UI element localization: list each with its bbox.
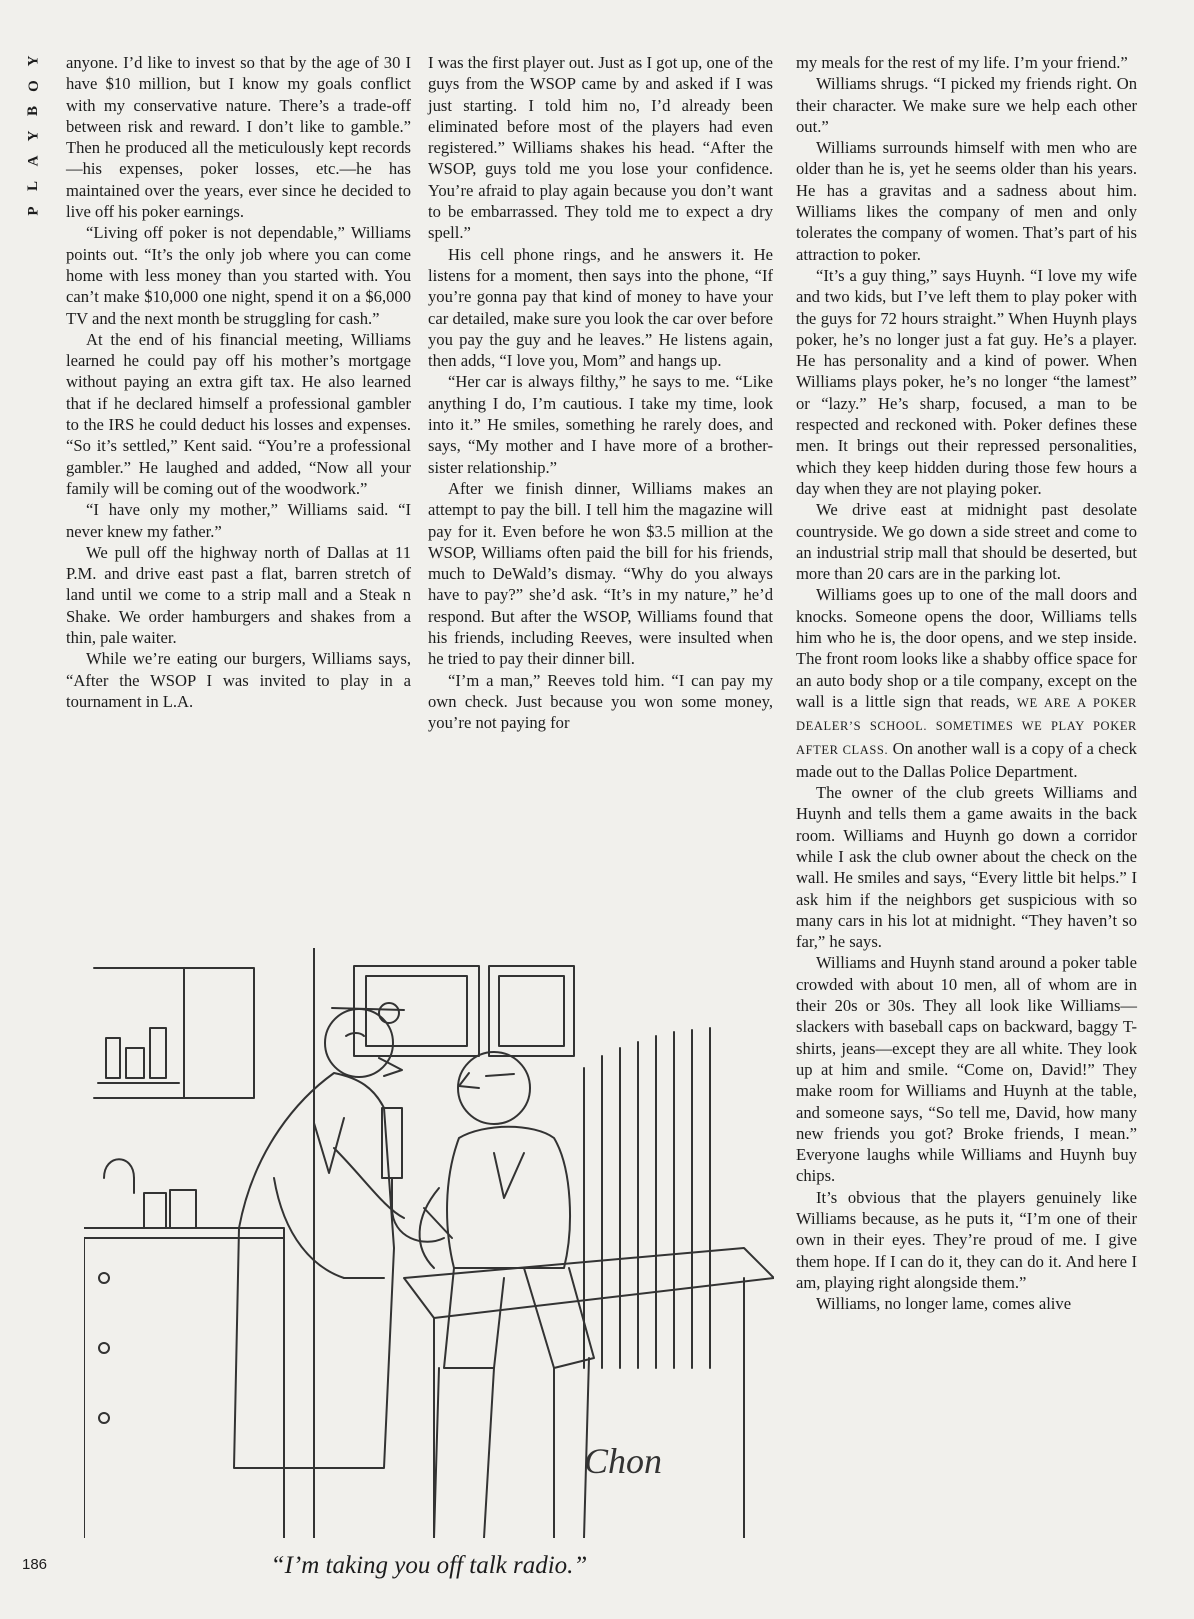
article-column-2 — [428, 52, 773, 734]
article-column-1 — [66, 52, 411, 712]
paragraph: Williams surrounds himself with men who are older than he is, yet he seems older than his years. He has a gravitas and a sadness about him. Williams likes the company of men and only tolerates the company of women. That’s part of his attraction to poker. — [796, 138, 1137, 264]
paragraph: We pull off the highway north of Dallas at 11 P.M. and drive east past a flat, barren stretch of land until we come to a strip mall and a Steak n Shake. We order hamburgers and shakes from a thin, pale waiter. — [66, 542, 411, 648]
paragraph: anyone. I’d like to invest so that by the age of 30 I have $10 million, but I know my goals conflict with my conservative nature. There’s a trade-off between risk and reward. I don’t like to gamble.” Then he produced all the meticulously kept records—his expenses, poker losses, etc.—he has maintained over the years, ever since he decided to live off his poker earnings. — [66, 53, 411, 222]
paragraph: Williams, no longer lame, comes alive — [816, 1294, 1072, 1314]
masthead-letter: Y — [25, 129, 42, 142]
paragraph: The owner of the club greets Williams and Huynh and tells them a game awaits in the back room. Williams and Huynh go down a corridor while I ask the club owner about the check on the wall. He smiles and says, “Every little bit helps.” I ask him if the neighbors get suspicious with so many cars in his lot at midnight. “They haven’t so far,” he says. — [796, 783, 1137, 952]
paragraph: While we’re eating our burgers, Williams says, “After the WSOP I was invited to play in a tournament in L.A. — [66, 649, 411, 711]
masthead-letter: B — [25, 104, 42, 117]
doctor-cartoon-illustration — [84, 948, 774, 1538]
paragraph: “Living off poker is not dependable,” Williams points out. “It’s the only job where you can come home with less money than you started with. You can’t make $10,000 one night, spend it on a $6,000 TV and the next month be struggling for cash.” — [66, 223, 411, 328]
masthead-letter: L — [25, 179, 42, 192]
paragraph: Williams and Huynh stand around a poker table crowded with about 10 men, all of whom are in their 20s or 30s. They all look like Williams—slackers with baseball caps on backward, baggy T-shirts, jeans—except they are all white. They look up at him and smile. “Come on, David!” They make room for Williams and Huynh at the table, and someone says, “So tell me, David, how many new friends you got? Broke friends, I mean.” Everyone laughs while Williams and Huynh buy chips. — [796, 953, 1137, 1186]
paragraph: His cell phone rings, and he answers it. He listens for a moment, then says into the phone, “If you’re gonna pay that kind of money to have your car detailed, make sure you look the car over before you pay the guy and he leaves.” He listens again, then adds, “I love you, Mom” and hangs up. — [428, 244, 773, 371]
page-number: 186 — [22, 1556, 48, 1573]
paragraph — [796, 584, 1137, 782]
paragraph: “I have only my mother,” Williams said. “I never knew my father.” — [66, 500, 411, 541]
paragraph: We drive east at midnight past desolate countryside. We go down a side street and come to an industrial strip mall that should be deserted, but more than 20 cars are in the parking lot. — [796, 500, 1137, 584]
masthead-letter: O — [25, 79, 42, 92]
paragraph-text: On another wall is a copy of a check made out to the Dallas Police Department. — [796, 738, 1137, 781]
paragraph: At the end of his financial meeting, Williams learned he could pay off his mother’s mortgage without paying an extra gift tax. He also learned that if he declared himself a professional gambler to the IRS he could deduct his losses and expenses. “So it’s settled,” Kent said. “You’re a professional gambler.” He laughed and added, “Now all your family will be coming out of the woodwork.” — [66, 329, 411, 498]
playboy-masthead — [22, 48, 46, 223]
paragraph: After we finish dinner, Williams makes an attempt to pay the bill. I tell him the magazine will pay for it. Even before he won $3.5 million at the WSOP, Williams often paid the bill for his friends, much to DeWald’s dismay. “Why do you always have to pay?” she’d ask. “It’s in my nature,” he’d respond. But after the WSOP, Williams found that his friends, including Reeves, were insulted when he tried to pay their dinner bill. — [428, 478, 773, 669]
cartoonist-signature: Chon — [584, 1441, 663, 1481]
paragraph: Williams shrugs. “I picked my friends right. On their character. We make sure we help each other out.” — [796, 74, 1137, 136]
paragraph: I was the first player out. Just as I got up, one of the guys from the WSOP came by and asked if I was just starting. I told him no, I’d already been eliminated before most of the players had even registered.” Williams shakes his head. “After the WSOP, guys told me you lose your confidence. You’re afraid to play again because you don’t want to be embarrassed. They told me to expect a dry spell.” — [428, 53, 773, 243]
paragraph: It’s obvious that the players genuinely like Williams because, as he puts it, “I’m one of their own in their eyes. They’re proud of me. I give them hope. If I can do it, they can do it. And here I am, playing right alongside them.” — [796, 1187, 1137, 1292]
masthead-letter: P — [25, 205, 42, 216]
paragraph: “I’m a man,” Reeves told him. “I can pay my own check. Just because you won some money, you’re not paying for — [428, 670, 773, 733]
masthead-letter: Y — [25, 54, 42, 67]
cartoon-caption: “I’m taking you off talk radio.” — [270, 1552, 588, 1579]
sign-text: WE ARE A POKER DEALER’S SCHOOL. SOMETIMES WE PLAY POKER AFTER CLASS. — [796, 695, 1137, 757]
paragraph: “It’s a guy thing,” says Huynh. “I love my wife and two kids, but I’ve left them to play poker with the guys for 72 hours straight.” When Huynh plays poker, he’s no longer just a fat guy. He’s a player. He has personality and a kind of power. When Williams plays poker, he’s no longer “the lamest” or “lazy.” He’s sharp, focused, a man to be respected and reckoned with. Poker defines these men. It brings out their repressed personalities, which they keep hidden during those few hours a day when they are not playing poker. — [796, 265, 1137, 498]
paragraph: “Her car is always filthy,” he says to me. “Like anything I do, I’m cautious. I take my time, look into it.” He smiles, something he rarely does, and says, “My mother and I have more of a brother-sister relationship.” — [428, 372, 773, 477]
paragraph-text: Williams goes up to one of the mall doors and knocks. Someone opens the door, Williams tells him who he is, the door opens, and we step inside. The front room looks like a shabby office space for an auto body shop or a tile company, except on the wall is a little sign that reads, — [796, 585, 1137, 711]
article-column-3 — [796, 52, 1137, 1315]
paragraph: my meals for the rest of my life. I’m your friend.” — [796, 53, 1128, 72]
masthead-letter: A — [25, 154, 42, 167]
